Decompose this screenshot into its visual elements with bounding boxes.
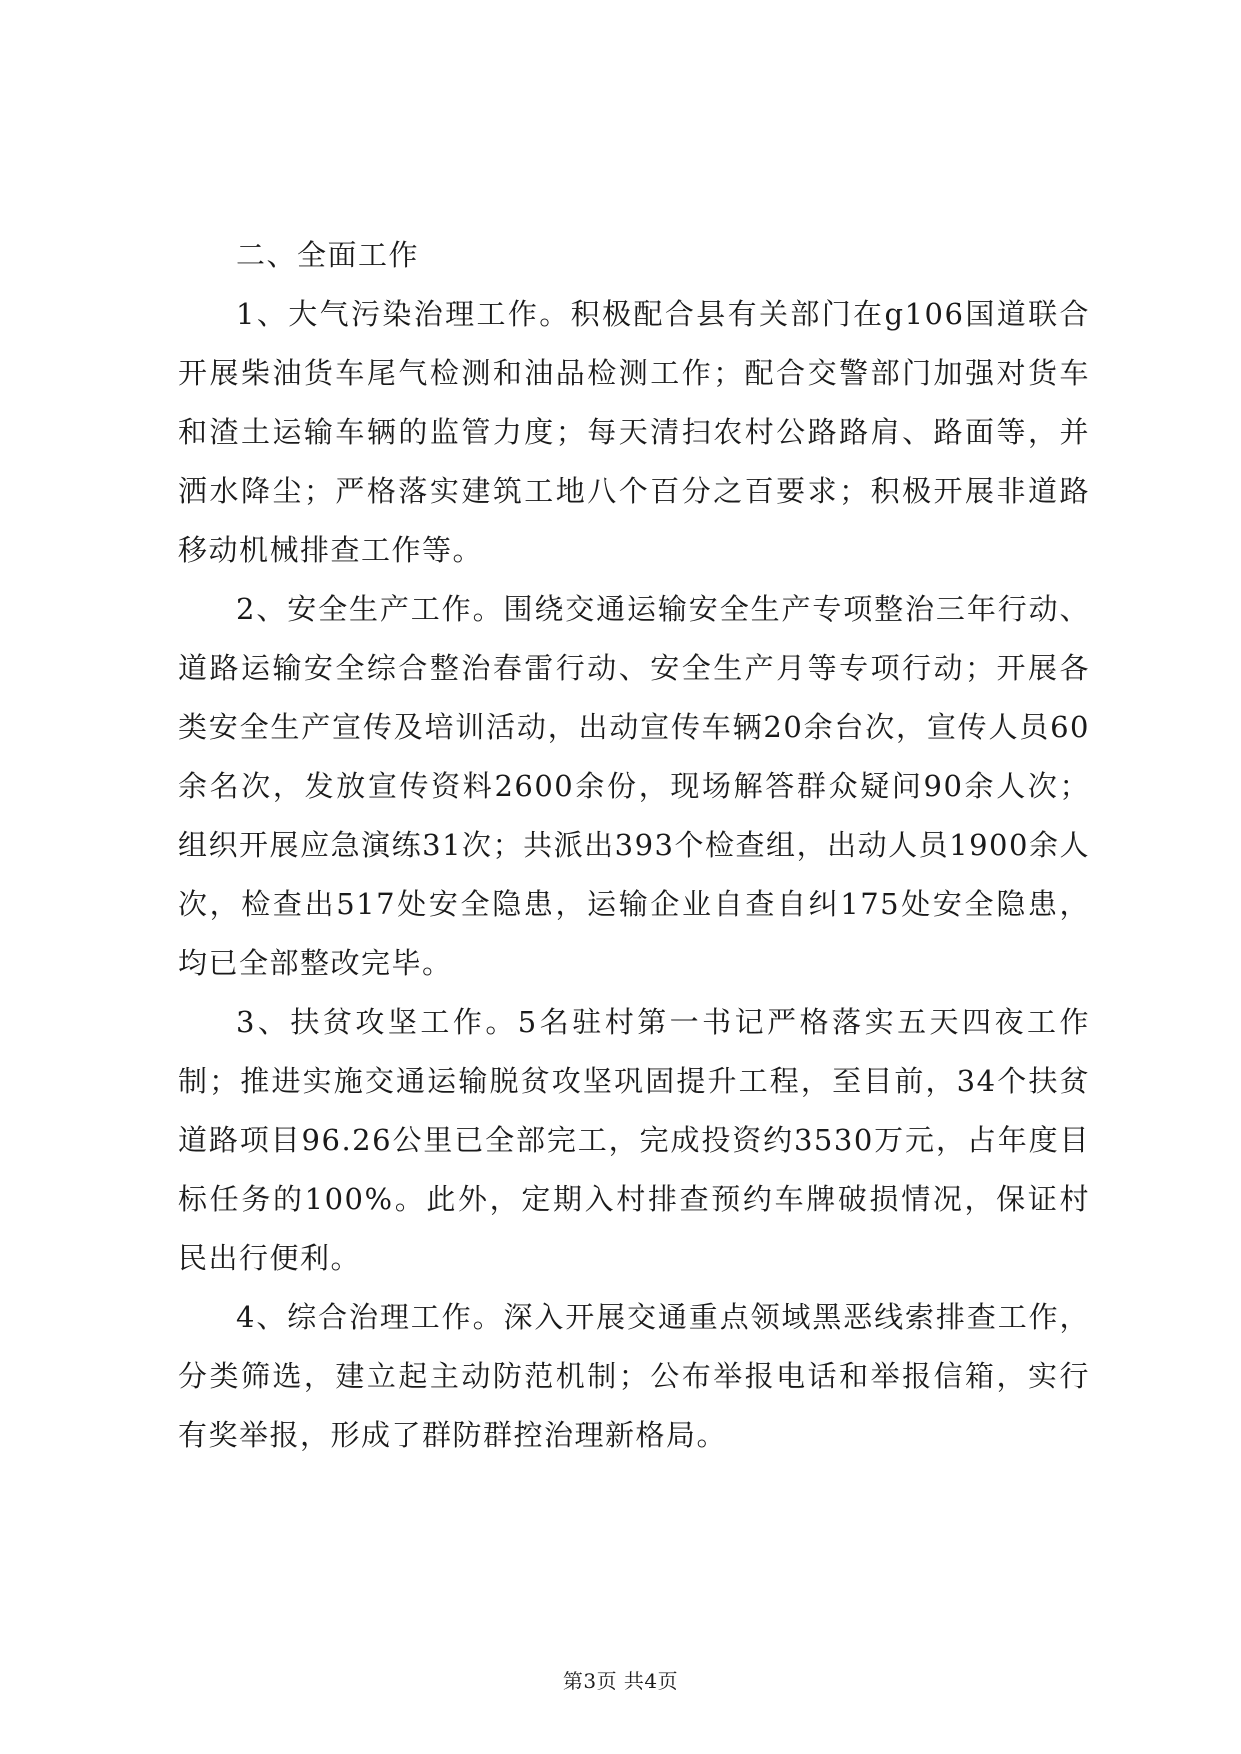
paragraph-safety-production: 2、安全生产工作。围绕交通运输安全生产专项整治三年行动、道路运输安全综合整治春雷行动、安全生产月等专项行动；开展各类安全生产宣传及培训活动，出动宣传车辆20余台次，宣传人员60余名次，发放宣传资料2600余份，现场解答群众疑问90余人次；组织开展应急演练31次；共派出393个检查组，出动人员1900余人次，检查出517处安全隐患，运输企业自查自纠175处安全隐患，均已全部整改完毕。 [178,592,1090,980]
document-body [178,226,1090,1465]
paragraph-air-pollution: 1、大气污染治理工作。积极配合县有关部门在g106国道联合开展柴油货车尾气检测和油品检测工作；配合交警部门加强对货车和渣土运输车辆的监管力度；每天清扫农村公路路肩、路面等，并洒水降尘；严格落实建筑工地八个百分之百要求；积极开展非道路移动机械排查工作等。 [178,297,1090,567]
paragraph-comprehensive-governance: 4、综合治理工作。深入开展交通重点领域黑恶线索排查工作，分类筛选，建立起主动防范机制；公布举报电话和举报信箱，实行有奖举报，形成了群防群控治理新格局。 [178,1300,1090,1452]
section-heading: 二、全面工作 [236,238,420,272]
paragraph-poverty-alleviation: 3、扶贫攻坚工作。5名驻村第一书记严格落实五天四夜工作制；推进实施交通运输脱贫攻坚巩固提升工程，至目前，34个扶贫道路项目96.26公里已全部完工，完成投资约3530万元，占年度目标任务的100%。此外，定期入村排查预约车牌破损情况，保证村民出行便利。 [178,1005,1090,1275]
page-number-footer: 第3页 共4页 [562,1669,679,1693]
